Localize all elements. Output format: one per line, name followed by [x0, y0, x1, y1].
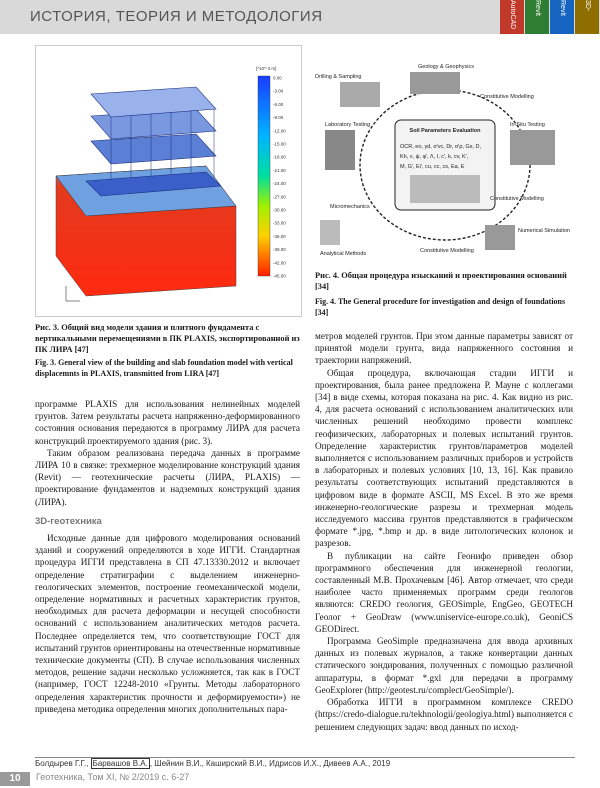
- colorbar-tick-label: -27.00: [273, 194, 286, 200]
- paragraph: В публикации на сайте Геонифо приведен обзор программного обеспечения для инженерной геологии, составленный М.В. Прохачевым [46]. Автор отмечает, что среди наиболее часто применяемых программ среди геологов являются: CREDO геология, GEOSimple, EngGeo, GEOTECH Геолог + GeoDraw (www.uniservice-europe.co.uk), GeoniCS GEODirect.: [315, 550, 573, 634]
- node-insitu: [510, 122, 555, 165]
- paragraph: Обработка ИГГИ в программном комплексе CREDO (https://credo-dialogue.ru/tekhnologii/geologiya.html) выполняется с решением следующих задач: ввод данных по исход-: [315, 697, 573, 732]
- colorbar-tick-label: -36.00: [273, 233, 286, 239]
- paragraph: Исходные данные для цифрового моделирования оснований зданий и сооружений определяются в ходе ИГГИ. Стандартная процедура ИГГИ представлена в СП 47.13330.2012 и включает определение стратиграфии с выделением инженерно-геологических элементов, построение геомеханической модели, определение нормативных и расчетных характеристик грунтов, необходимых для расчета деформации и несущей способности оснований с использованием аналитических методов расчета. Последнее определяется тем, что соответствующие ГОСТ для испытаний грунтов ориентированы на отечественные нормативные технические документы (СП). В случае использования численных методов, решение задачи несколько усложняется, так как в ГОСТ (например, ГОСТ 12248-2010 «Грунты. Методы лабораторного определения характеристик прочности и деформируемости») не приведена методика определения многих дополнительных пара-: [35, 533, 300, 714]
- colorbar-tick-label: -9.00: [273, 115, 284, 121]
- colorbar-title: [*10^-3 m]: [256, 66, 277, 71]
- colorbar-tick-label: -3.00: [273, 88, 284, 94]
- center-params: Kh, ν, ψ, φ', Λ, I, c', k, cv, K',: [400, 154, 469, 160]
- header-tab: Revit: [525, 0, 549, 34]
- right-column: [315, 330, 573, 733]
- paragraph: метров моделей грунтов. При этом данные параметры зависят от принятой модели грунта, вида напряженного состояния и траектории напряжений.: [315, 331, 573, 366]
- node-micromechanics: [330, 204, 370, 210]
- colorbar-tick-label: -6.00: [273, 101, 284, 107]
- figure-3-caption-en: Fig. 3. General view of the building and slab foundation model with vertical displacemnts in PLAXIS, transmitted from LIRA [47]: [35, 358, 293, 378]
- colorbar-tick-label: -30.00: [273, 207, 286, 213]
- center-params: OCR, eo, γd, σ'vc, Dr, σ'p, Gs, D,: [400, 144, 482, 150]
- paragraph: Таким образом реализована передача данных в программе ЛИРА 10 в связке: трехмерное моделирование конструкций здания (Revit) — геотехнические расчеты (ЛИРА, PLAXIS) — проектирование фундаментов и надземных конструкций здания (ЛИРА).: [35, 447, 300, 507]
- header-tab: Revit: [550, 0, 574, 34]
- node-numerical: [485, 225, 570, 250]
- page-number: 10: [0, 772, 30, 786]
- footer-authors: Болдырев Г.Г., Барвашов В.А. , Шейнин В.И., Каширский В.И., Идрисов И.Х., Дивеев А.А., 2019: [35, 759, 391, 768]
- svg-text:In-Situ Testing: In-Situ Testing: [510, 122, 545, 128]
- colorbar-tick-label: -42.00: [273, 260, 286, 266]
- center-title: Soil Parameters Evaluation: [409, 128, 481, 134]
- running-header: [0, 0, 600, 34]
- paragraph: программе PLAXIS для использования нелинейных моделей грунтов. Затем результаты расчета напряженно-деформированного состояния основания передаются в программу ЛИРА для расчета конструкций проектируемого здания (рис. 3).: [35, 399, 300, 446]
- colorbar-tick-label: -45.00: [273, 273, 286, 279]
- arrow-label: Constitutive Modelling: [490, 196, 544, 202]
- center-params: M, G', Ei', cu, cc, cs, Ea, E: [400, 164, 465, 170]
- colorbar-tick-label: -18.00: [273, 154, 286, 160]
- colorbar-tick-label: -21.00: [273, 167, 286, 173]
- figure-3-caption-ru: Рис. 3. Общий вид модели здания и плитного фундамента с вертикальными перемещениями в ПК PLAXIS, экспортированной из ПК ЛИРА [47]: [35, 323, 300, 354]
- left-column: [35, 398, 300, 715]
- colorbar-tick-label: -15.00: [273, 141, 286, 147]
- figure-3-plaxis-model: [35, 45, 302, 317]
- header-tab: AutoCAD: [500, 0, 524, 34]
- paragraph: Общая процедура, включающая стадии ИГГИ и проектирования, была ранее предложена Р. Мауне с коллегами [34] в виде схемы, которая показана на рис. 4. Как видно из рис. 4, для расчета оснований с использованием аналитических или численных решений необходимо провести комплекс геофизических, лабораторных и полевых испытаний грунтов. Определение характеристик грунтов/параметров моделей выполняется с использованием различных приборов и устройств в лабораторных и полевых условиях [10, 13, 16]. Как правило результаты соответствующих испытаний представляются в цифровом виде в формате ASCII, MS Excel. В это же время инженерно-геологические разрезы и трехмерная модель исследуемого массива грунтов представляются в графическом формате *.jpg, *.bmp и др. в виде литологических колонок и разрезов.: [315, 367, 573, 549]
- svg-text:Analytical Methods: Analytical Methods: [320, 251, 367, 257]
- svg-text:Numerical Simulation: Numerical Simulation: [518, 228, 570, 234]
- colorbar-tick-label: 0.00: [273, 75, 282, 81]
- node-analytical: [320, 220, 366, 257]
- colorbar-tick-label: -39.00: [273, 247, 286, 253]
- svg-text:Laboratory Testing: Laboratory Testing: [325, 122, 371, 128]
- figure-4-caption-en: Fig. 4. The General procedure for investigation and design of foundations [34]: [315, 297, 566, 317]
- micro-image: [410, 175, 480, 203]
- figure-4-caption-ru: Рис. 4. Общая процедура изысканий и проектирования оснований [34]: [315, 271, 567, 291]
- svg-text:Drilling & Sampling: Drilling & Sampling: [315, 74, 362, 80]
- colorbar-tick-label: -12.00: [273, 128, 286, 134]
- node-geology: [410, 64, 474, 94]
- colorbar-tick-label: -24.00: [273, 181, 286, 187]
- journal-citation: Геотехника, Том XI, № 2/2019 с. 6-27: [36, 772, 190, 782]
- svg-text:Micromechanics: Micromechanics: [330, 204, 370, 210]
- svg-text:Geology & Geophysics: Geology & Geophysics: [418, 64, 474, 70]
- section-header-title: ИСТОРИЯ, ТЕОРИЯ И МЕТОДОЛОГИЯ: [30, 8, 323, 25]
- procedure-diagram: [310, 60, 570, 265]
- colorbar: [258, 76, 270, 276]
- header-tab: 3D-: [575, 0, 599, 34]
- section-heading: 3D-геотехника: [35, 515, 102, 527]
- header-tabs: [500, 0, 600, 34]
- paragraph: Программа GeoSimple предназначена для ввода архивных данных из полевых журналов, а также конвертации данных статического зондирования, полученных с помощью различной аппаратуры, в формат *.gxl для передачи в программу GeoExplorer (http://geotest.ru/complect/GeoSimple/).: [315, 636, 573, 695]
- arrow-label: Constitutive Modelling: [420, 248, 474, 254]
- figure-4-procedure-diagram: [310, 60, 570, 265]
- node-drilling: [315, 74, 380, 107]
- colorbar-tick-label: -33.00: [273, 220, 286, 226]
- plaxis-model-image: [36, 46, 301, 316]
- arrow-label: Constitutive Modelling: [480, 94, 534, 100]
